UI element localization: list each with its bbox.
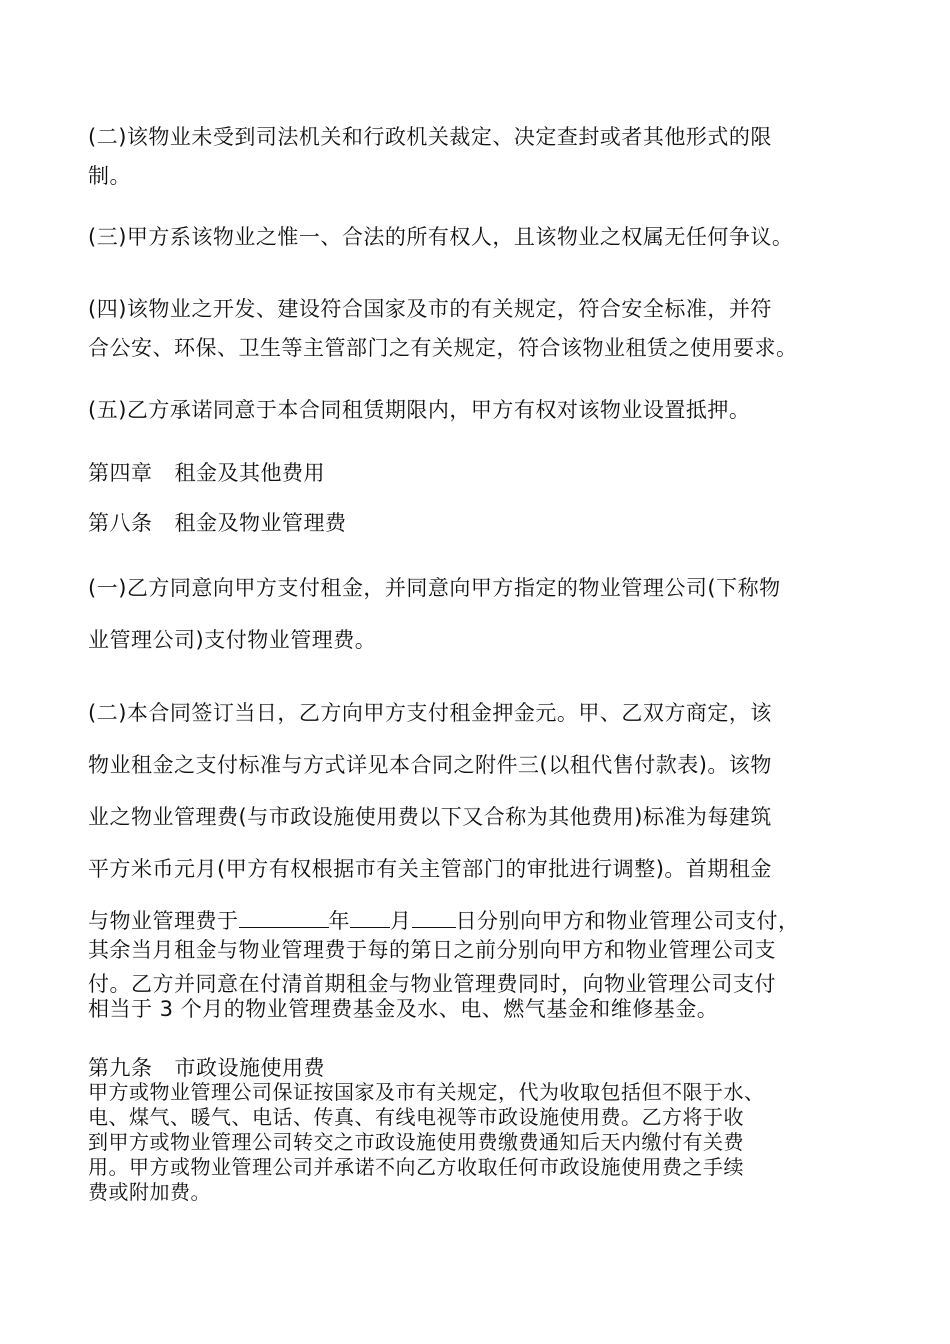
chapter-heading: [88, 458, 325, 488]
article-8-item-1: [88, 562, 868, 666]
chapter-number: 第四章: [88, 461, 153, 485]
text-segment: 年: [328, 909, 350, 933]
text-line: 其余当月租金与物业管理费于每的第日之前分别向甲方和物业管理公司支: [88, 938, 776, 962]
text-line: 费或附加费。: [88, 1180, 211, 1204]
clause-item-2: [88, 118, 868, 196]
article-9-body: [88, 1080, 868, 1205]
text-line: 业之物业管理费(与市政设施使用费以下又合称为其他费用)标准为每建筑: [88, 805, 772, 829]
text-line: 业管理公司)支付物业管理费。: [88, 628, 377, 652]
clause-item-4: [88, 290, 868, 368]
year-blank: [239, 909, 329, 928]
text-segment: 日分别向甲方和物业管理公司支付，: [455, 909, 800, 933]
text-line: 制。: [88, 164, 131, 188]
text-line: 用。甲方或物业管理公司并承诺不向乙方收取任何市政设施使用费之手续: [88, 1155, 744, 1179]
text-line: (三)甲方系该物业之惟一、合法的所有权人，且该物业之权属无任何争议。: [88, 225, 794, 249]
text-line: (二)本合同签订当日，乙方向甲方支付租金押金元。甲、乙双方商定，该: [88, 701, 772, 725]
text-segment: 与物业管理费于: [88, 909, 239, 933]
article-number: 第八条: [88, 511, 153, 535]
article-8-item-2-end: [88, 990, 868, 1029]
article-8-item-2: [88, 687, 868, 947]
text-line: (一)乙方同意向甲方支付租金，并同意向甲方指定的物业管理公司(下称物: [88, 576, 781, 600]
article-8-heading: [88, 508, 347, 538]
day-blank: [412, 909, 456, 928]
article-9-heading: [88, 1055, 325, 1081]
text-line: 平方米币元月(甲方有权根据市有关主管部门的审批进行调整)。首期租金: [88, 857, 772, 881]
text-line: 付。乙方并同意在付清首期租金与物业管理费同时，向物业管理公司支付: [88, 972, 776, 996]
text-line: (四)该物业之开发、建设符合国家及市的有关规定，符合安全标准，并符: [88, 297, 772, 321]
text-line: 甲方或物业管理公司保证按国家及市有关规定，代为收取包括但不限于水、: [88, 1080, 765, 1104]
chapter-title: 租金及其他费用: [174, 461, 325, 485]
month-blank: [350, 909, 390, 928]
text-line: 相当于 3 个月的物业管理费基金及水、电、燃气基金和维修基金。: [88, 997, 719, 1021]
article-title: 市政设施使用费: [174, 1056, 325, 1080]
text-line: 合公安、环保、卫生等主管部门之有关规定，符合该物业租赁之使用要求。: [88, 336, 798, 360]
text-line: 物业租金之支付标准与方式详见本合同之附件三(以租代售付款表)。该物: [88, 753, 772, 777]
article-title: 租金及物业管理费: [174, 511, 347, 535]
text-line: 到甲方或物业管理公司转交之市政设施使用费缴费通知后天内缴付有关费: [88, 1130, 744, 1154]
article-number: 第九条: [88, 1056, 153, 1080]
text-line: (五)乙方承诺同意于本合同租赁期限内，甲方有权对该物业设置抵押。: [88, 398, 751, 422]
clause-item-5: [88, 391, 868, 430]
clause-item-3: [88, 218, 868, 257]
text-line: 电、煤气、暖气、电话、传真、有线电视等市政设施使用费。乙方将于收: [88, 1105, 744, 1129]
text-segment: 月: [390, 909, 412, 933]
text-line: (二)该物业未受到司法机关和行政机关裁定、决定查封或者其他形式的限: [88, 125, 772, 149]
